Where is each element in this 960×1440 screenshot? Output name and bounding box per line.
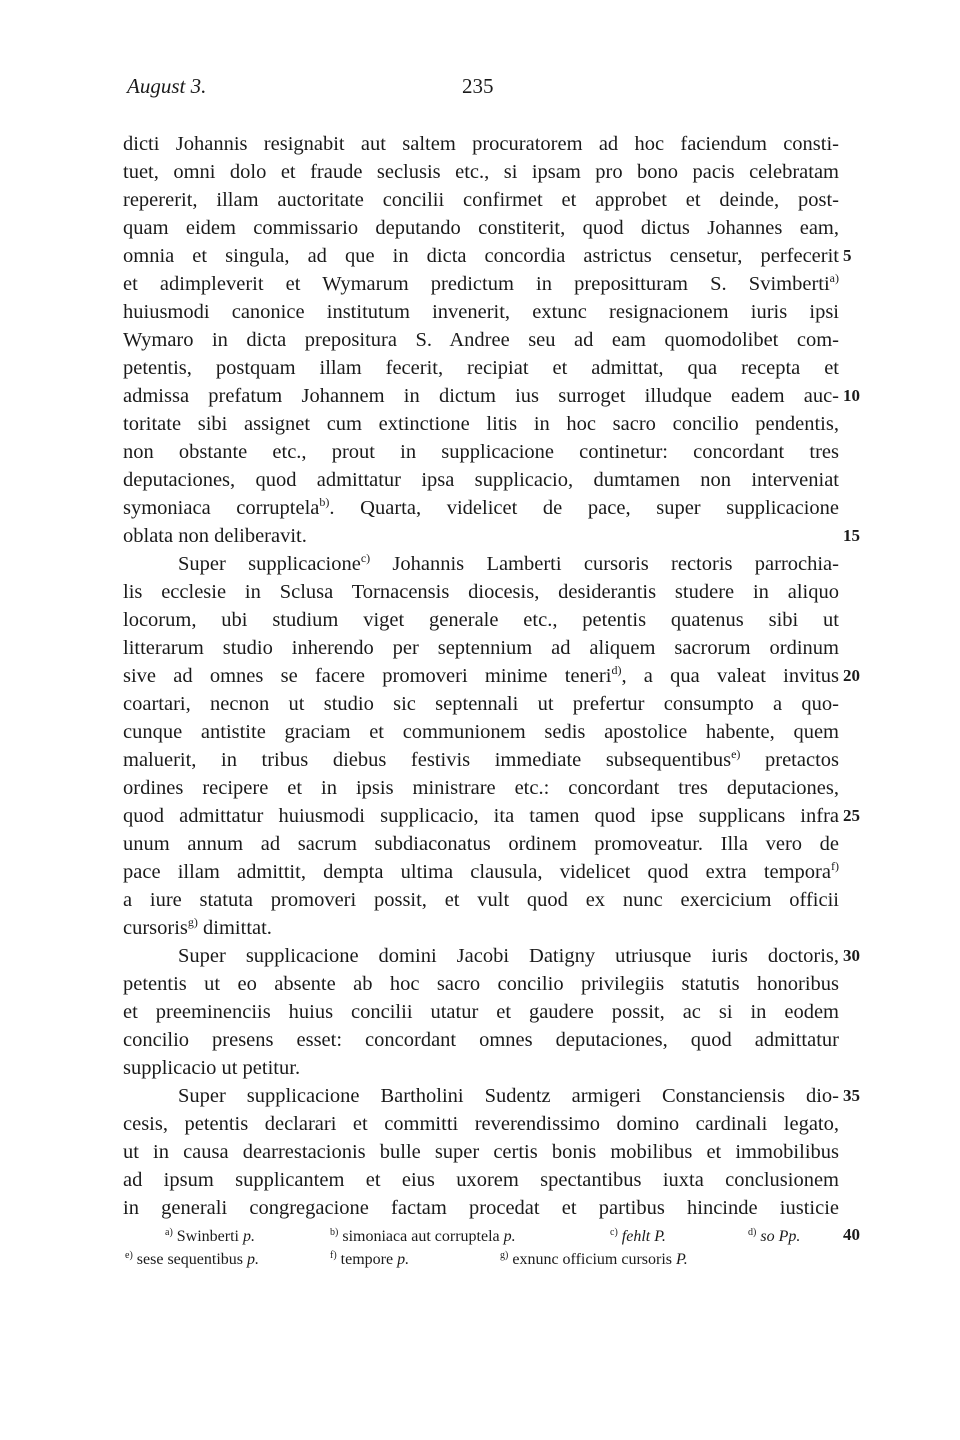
text-run: Johannis Lamberti cursoris rectoris parrochia- (370, 553, 839, 575)
text-line (123, 859, 839, 885)
text-run: , a qua valeat invitus (621, 665, 839, 687)
margin-line-number: 10 (843, 386, 860, 405)
text-line (123, 271, 839, 297)
text-line (123, 495, 839, 521)
text-line: lis ecclesie in Sclusa Tornacensis diocesis, desiderantis studere in aliquo (123, 581, 839, 603)
footnote-ref: a) (829, 271, 839, 285)
text-line: a iure statuta promoveri possit, et vult quod ex nunc exercicium officii (123, 889, 839, 911)
footnote-ref: b) (319, 495, 330, 509)
text-line: tuet, omni dolo et fraude seclusis etc., si ipsam pro bono pacis celebratam (123, 161, 839, 183)
text-run: symoniaca corruptela (123, 497, 320, 519)
footnote-text: sese sequentibus (136, 1251, 243, 1268)
text-line: huiusmodi canonice institutum invenerit, extunc resignacionem iuris ipsi (123, 301, 839, 323)
text-line: admissa prefatum Johannem in dictum ius surroget illudque eadem auc- (123, 385, 839, 407)
running-head (127, 74, 840, 104)
text-line: concilio presens esset: concordant omnes deputaciones, quod admittatur (123, 1029, 839, 1051)
text-run: sive ad omnes se facere promoveri minime teneri (123, 665, 612, 687)
text-line: deputaciones, quod admittatur ipsa supplicacio, dumtamen non interveniat (123, 469, 839, 491)
text-run: . Quarta, videlicet de pace, super supplicacione (329, 497, 839, 519)
footnote-witness: p. (243, 1228, 255, 1245)
margin-line-number: 40 (843, 1225, 860, 1244)
text-line: in generali congregacione factam procedat et partibus hincinde iusticie (123, 1197, 839, 1219)
text-run: dimittat. (197, 917, 272, 939)
footnote-mark: g) (500, 1250, 509, 1261)
text-line: non obstante etc., prout in supplicacione continetur: concordant tres (123, 441, 839, 463)
text-line: Super supplicacione Bartholini Sudentz armigeri Constanciensis dio- (178, 1085, 839, 1107)
margin-line-number: 25 (843, 806, 860, 825)
footnote (748, 1226, 800, 1248)
footnote (165, 1226, 255, 1248)
footnote (330, 1226, 516, 1248)
footnote-ref: e) (731, 747, 741, 761)
text-run: et adimpleverit et Wymarum predictum in prepositturam S. Svimberti (123, 273, 830, 295)
footnote-witness: p. (397, 1251, 410, 1268)
text-line: repererit, illam auctoritate concilii confirmet et approbet et deinde, post- (123, 189, 839, 211)
text-line: oblata non deliberavit. (123, 525, 307, 547)
text-line: Super supplicacione domini Jacobi Datigny utriusque iuris doctoris, (178, 945, 839, 967)
page-number: 235 (462, 74, 494, 98)
margin-line-number: 20 (843, 666, 860, 685)
text-line: et preeminenciis huius concilii utatur et gaudere possit, ac si in eodem (123, 1001, 839, 1023)
text-line: litterarum studio inherendo per septennium ad aliquem sacrorum ordinum (123, 637, 839, 659)
text-run: pace illam admittit, dempta ultima clausula, videlicet quod extra tempora (123, 861, 831, 883)
footnote-text: exnunc officium cursoris (512, 1251, 673, 1268)
margin-line-number: 15 (843, 526, 860, 545)
text-run: cursoris (123, 917, 188, 939)
footnote-witness: so Pp. (760, 1228, 801, 1245)
text-line: cunque antistite graciam et communionem sedis apostolice habente, quem (123, 721, 839, 743)
text-line: Wymaro in dicta prepositura S. Andree seu ad eam quomodolibet com- (123, 329, 839, 351)
text-line: ad ipsum supplicantem et eius uxorem spectantibus iuxta conclusionem (123, 1169, 839, 1191)
footnote (610, 1226, 666, 1248)
footnote (330, 1249, 409, 1271)
footnote-ref: g) (187, 915, 198, 929)
footnote-mark: a) (165, 1227, 173, 1238)
footnote-witness: p. (503, 1228, 516, 1245)
footnote-witness: P. (676, 1251, 688, 1268)
footnote-mark: c) (610, 1227, 618, 1238)
text-line: petentis, postquam illam fecerit, recipiat et admittat, qua recepta et (123, 357, 839, 379)
text-line: dicti Johannis resignabit aut saltem procuratorem ad hoc faciendum consti- (123, 133, 839, 155)
text-line: cesis, petentis declarari et committi reverendissimo domino cardinali legato, (123, 1113, 839, 1135)
footnote-ref: c) (360, 551, 371, 565)
footnote-text: tempore (340, 1251, 394, 1268)
margin-line-number: 30 (843, 946, 860, 965)
text-line: supplicacio ut petitur. (123, 1057, 301, 1079)
running-title: August 3. (127, 74, 207, 98)
text-line: ut in causa dearrestacionis bulle super certis bonis mobilibus et immobilibus (123, 1141, 839, 1163)
footnote-witness: p. (246, 1251, 259, 1268)
text-line: toritate sibi assignet cum extinctione litis in hoc sacro concilio pendentis, (123, 413, 839, 435)
margin-line-number: 35 (843, 1086, 860, 1105)
text-run: Super supplicacione (178, 553, 361, 575)
text-line: ordines recipere et in ipsis ministrare etc.: concordant tres deputaciones, (123, 777, 839, 799)
text-line (123, 663, 839, 689)
margin-line-number: 5 (843, 246, 852, 265)
footnote-text: simoniaca aut corruptela (342, 1228, 500, 1245)
text-line: omnia et singula, ad que in dicta concordia astrictus censetur, perfecerit (123, 245, 839, 267)
text-line (123, 747, 839, 773)
text-line: quod admittatur huiusmodi supplicacio, ita tamen quod ipse supplicans infra (123, 805, 839, 827)
text-line: petentis ut eo absente ab hoc sacro concilio privilegiis statutis honoribus (123, 973, 839, 995)
footnote (500, 1249, 688, 1271)
footnote (125, 1249, 259, 1271)
text-line: quam eidem commissario deputando constiterit, quod dictus Johannes eam, (123, 217, 839, 239)
footnote-mark: f) (330, 1250, 337, 1261)
text-line (123, 915, 839, 941)
text-run: pretactos (740, 749, 839, 771)
text-line (178, 551, 839, 577)
footnote-text: Swinberti (176, 1228, 239, 1245)
text-line: coartari, necnon ut studio sic septennali ut prefertur consumpto a quo- (123, 693, 839, 715)
footnote-mark: d) (748, 1227, 757, 1238)
text-line: locorum, ubi studium viget generale etc., petentis quatenus sibi ut (123, 609, 839, 631)
text-run: maluerit, in tribus diebus festivis immediate subsequentibus (123, 749, 732, 771)
text-line: unum annum ad sacrum subdiaconatus ordinem promoveatur. Illa vero de (123, 833, 839, 855)
footnote-witness: fehlt P. (621, 1228, 666, 1245)
footnote-mark: e) (125, 1250, 133, 1261)
footnote-mark: b) (330, 1227, 339, 1238)
footnote-ref: d) (611, 663, 622, 677)
footnote-ref: f) (831, 859, 839, 873)
